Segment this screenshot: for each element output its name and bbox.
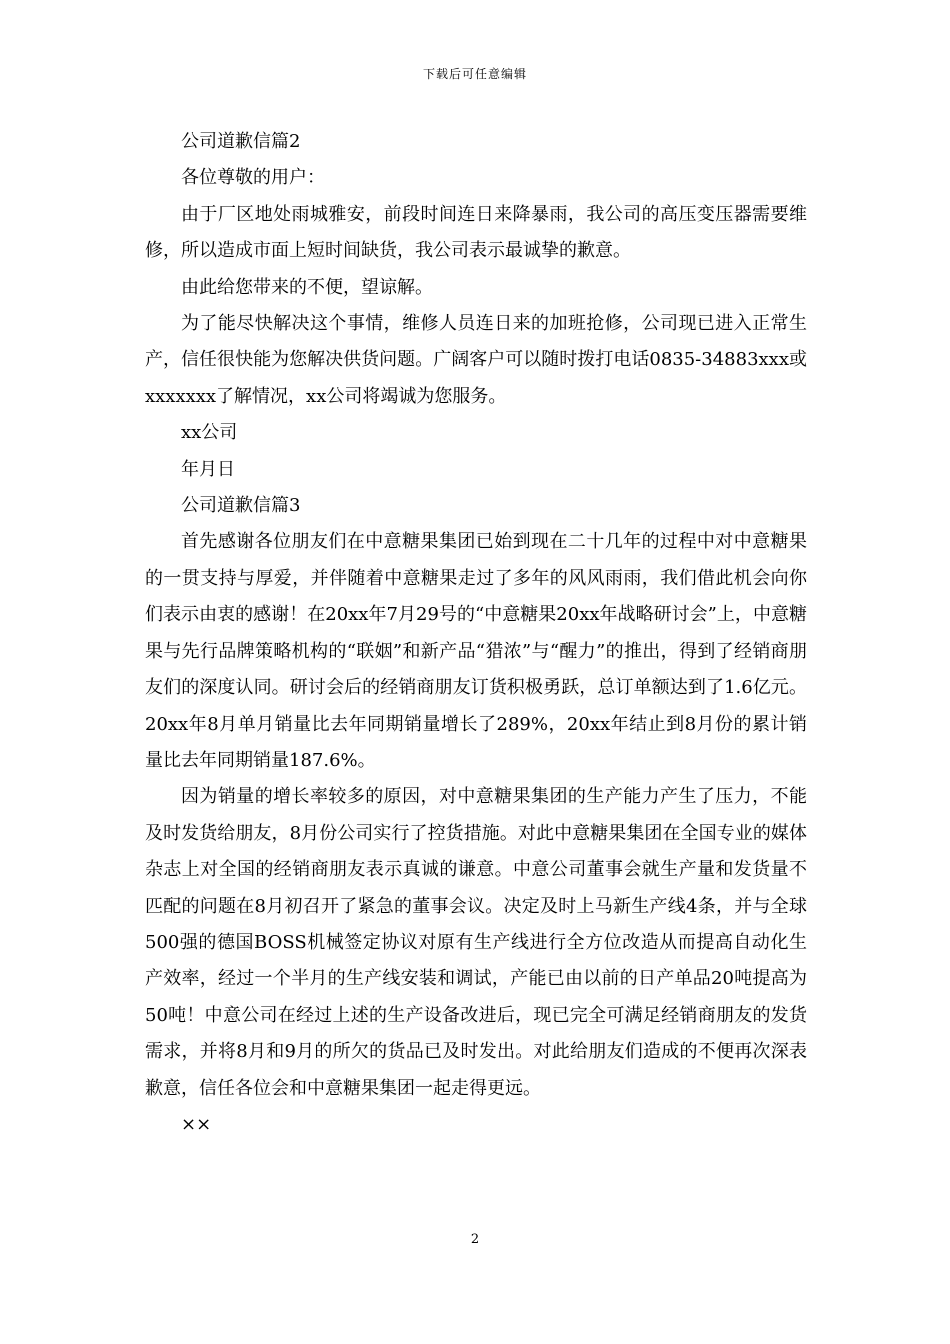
signature-date: 年月日 — [181, 458, 235, 480]
signature-mark: ×× — [181, 1113, 212, 1135]
body-paragraph: 因为销量的增长率较多的原因，对中意糖果集团的生产能力产生了压力，不能及时发货给朋友，8月份公司实行了控货措施。对此中意糖果集团在全国专业的媒体杂志上对全国的经销商朋友表示真诚的谦意。中意公司董事会就生产量和发货量不匹配的问题在8月初召开了紧急的董事会议。决定及时上马新生产线4条，并与全球500强的德国BOSS机械签定协议对原有生产线进行全方位改造从而提高自动化生产效率，经过一个半月的生产线安装和调试，产能已由以前的日产单品20吨提高为50吨！中意公司在经过上述的生产设备改进后，现已完全可满足经销商朋友的发货需求，并将8月和9月的所欠的货品已及时发出。对此给朋友们造成的不便再次深表歉意，信任各位会和中意糖果集团一起走得更远。 — [145, 786, 807, 1099]
page-header: 下载后可任意编辑 — [422, 67, 527, 81]
page-number: 2 — [470, 1232, 480, 1247]
signature-company: xx公司 — [181, 422, 238, 444]
document-body — [145, 124, 807, 1143]
section-title-letter-2: 公司道歉信篇2 — [181, 131, 301, 152]
section-title-letter-3: 公司道歉信篇3 — [181, 495, 301, 517]
body-paragraph: 由于厂区地处雨城雅安，前段时间连日来降暴雨，我公司的高压变压器需要维修，所以造成市面上短时间缺货，我公司表示最诚挚的歉意。 — [145, 203, 807, 262]
body-paragraph: 由此给您带来的不便，望谅解。 — [181, 276, 433, 298]
body-paragraph: 首先感谢各位朋友们在中意糖果集团已始到现在二十几年的过程中对中意糖果的一贯支持与厚爱，并伴随着中意糖果走过了多年的风风雨雨，我们借此机会向你们表示由衷的感谢！在20xx年7月29号的“中意糖果20xx年战略研讨会”上，中意糖果与先行品牌策略机构的“联姻”和新产品“猎浓”与“醒力”的推出，得到了经销商朋友们的深度认同。研讨会后的经销商朋友订货积极勇跃，总订单额达到了1.6亿元。20xx年8月单月销量比去年同期销量增长了289%，20xx年结止到8月份的累计销量比去年同期销量187.6%。 — [145, 531, 807, 771]
body-paragraph: 为了能尽快解决这个事情，维修人员连日来的加班抢修，公司现已进入正常生产，信任很快能为您解决供货问题。广阔客户可以随时拨打电话0835-34883xxx或xxxxxxx了解情况，xx公司将竭诚为您服务。 — [145, 313, 807, 407]
salutation: 各位尊敬的用户： — [181, 167, 325, 189]
